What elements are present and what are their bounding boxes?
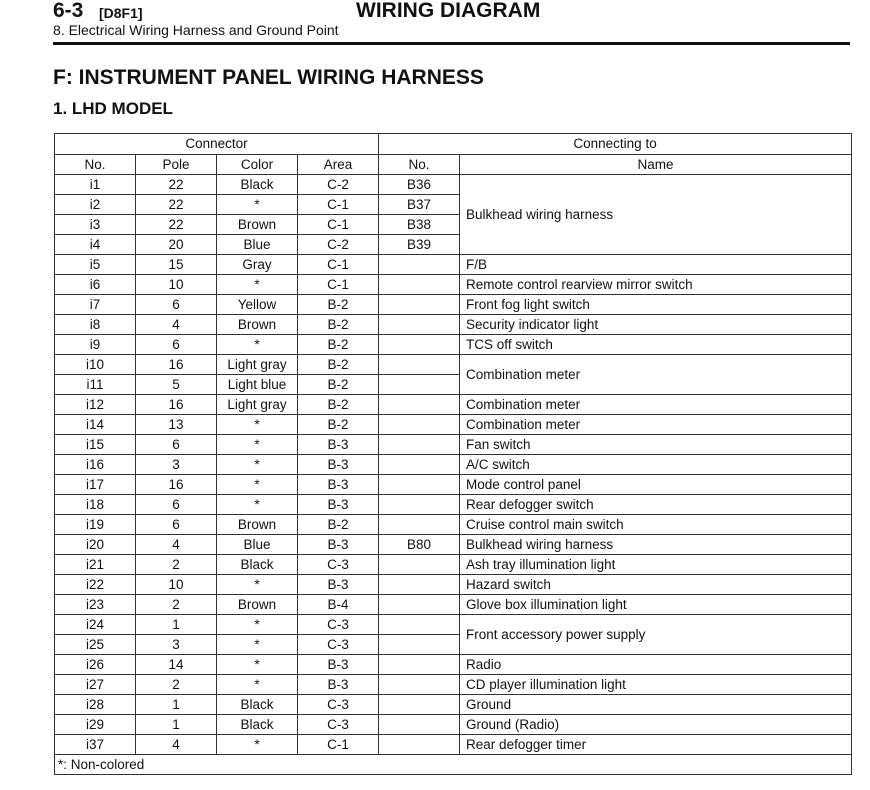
connect-no-cell bbox=[379, 555, 460, 575]
table-row bbox=[55, 275, 852, 295]
color-cell: * bbox=[217, 335, 298, 355]
col-header-no: No. bbox=[55, 155, 136, 175]
table-row bbox=[55, 395, 852, 415]
connect-no-cell bbox=[379, 615, 460, 635]
table-row bbox=[55, 455, 852, 475]
connect-no-cell: B36 bbox=[379, 175, 460, 195]
pole-cell: 6 bbox=[136, 495, 217, 515]
color-cell: Gray bbox=[217, 255, 298, 275]
color-cell: Black bbox=[217, 695, 298, 715]
pole-cell: 3 bbox=[136, 455, 217, 475]
connector-no-cell: i6 bbox=[55, 275, 136, 295]
connecting-name-cell: Fan switch bbox=[460, 435, 852, 455]
pole-cell: 2 bbox=[136, 595, 217, 615]
connector-no-cell: i25 bbox=[55, 635, 136, 655]
area-cell: B-3 bbox=[298, 655, 379, 675]
connector-no-cell: i26 bbox=[55, 655, 136, 675]
area-cell: C-1 bbox=[298, 255, 379, 275]
table-row bbox=[55, 475, 852, 495]
connecting-name-cell: CD player illumination light bbox=[460, 675, 852, 695]
connecting-name-cell: Combination meter bbox=[460, 415, 852, 435]
connector-no-cell: i37 bbox=[55, 735, 136, 755]
connector-no-cell: i3 bbox=[55, 215, 136, 235]
connect-no-cell bbox=[379, 595, 460, 615]
color-cell: Light gray bbox=[217, 395, 298, 415]
connecting-name-cell: Ground (Radio) bbox=[460, 715, 852, 735]
connector-no-cell: i1 bbox=[55, 175, 136, 195]
connector-no-cell: i4 bbox=[55, 235, 136, 255]
pole-cell: 4 bbox=[136, 535, 217, 555]
connect-no-cell bbox=[379, 635, 460, 655]
pole-cell: 14 bbox=[136, 655, 217, 675]
pole-cell: 6 bbox=[136, 295, 217, 315]
pole-cell: 16 bbox=[136, 395, 217, 415]
color-cell: * bbox=[217, 195, 298, 215]
connector-no-cell: i16 bbox=[55, 455, 136, 475]
table-row bbox=[55, 675, 852, 695]
section-code: [D8F1] bbox=[99, 5, 143, 21]
connect-no-cell bbox=[379, 515, 460, 535]
color-cell: Black bbox=[217, 175, 298, 195]
table-row bbox=[55, 355, 852, 375]
table-row bbox=[55, 695, 852, 715]
color-cell: * bbox=[217, 575, 298, 595]
connect-no-cell bbox=[379, 435, 460, 455]
pole-cell: 15 bbox=[136, 255, 217, 275]
connector-no-cell: i17 bbox=[55, 475, 136, 495]
area-cell: B-3 bbox=[298, 455, 379, 475]
area-cell: B-3 bbox=[298, 535, 379, 555]
table-row bbox=[55, 495, 852, 515]
connecting-to-group-header: Connecting to bbox=[379, 134, 852, 155]
table-row bbox=[55, 515, 852, 535]
col-header-pole: Pole bbox=[136, 155, 217, 175]
connecting-name-cell: Bulkhead wiring harness bbox=[460, 535, 852, 555]
connector-table bbox=[54, 133, 852, 775]
connector-no-cell: i9 bbox=[55, 335, 136, 355]
area-cell: C-3 bbox=[298, 615, 379, 635]
connector-no-cell: i7 bbox=[55, 295, 136, 315]
connector-no-cell: i22 bbox=[55, 575, 136, 595]
connector-no-cell: i24 bbox=[55, 615, 136, 635]
connect-no-cell: B37 bbox=[379, 195, 460, 215]
section-number: 6-3 bbox=[53, 0, 84, 22]
connect-no-cell bbox=[379, 255, 460, 275]
pole-cell: 5 bbox=[136, 375, 217, 395]
area-cell: B-4 bbox=[298, 595, 379, 615]
connect-no-cell: B39 bbox=[379, 235, 460, 255]
connector-no-cell: i27 bbox=[55, 675, 136, 695]
col-header-name: Name bbox=[460, 155, 852, 175]
pole-cell: 1 bbox=[136, 695, 217, 715]
table-row bbox=[55, 715, 852, 735]
color-cell: * bbox=[217, 455, 298, 475]
pole-cell: 1 bbox=[136, 715, 217, 735]
connector-no-cell: i21 bbox=[55, 555, 136, 575]
connecting-name-cell: Ash tray illumination light bbox=[460, 555, 852, 575]
color-cell: Light gray bbox=[217, 355, 298, 375]
connect-no-cell: B38 bbox=[379, 215, 460, 235]
table-row bbox=[55, 255, 852, 275]
page-title: WIRING DIAGRAM bbox=[356, 0, 541, 22]
pole-cell: 2 bbox=[136, 675, 217, 695]
pole-cell: 22 bbox=[136, 215, 217, 235]
connecting-name-cell: Glove box illumination light bbox=[460, 595, 852, 615]
pole-cell: 22 bbox=[136, 195, 217, 215]
table-row bbox=[55, 735, 852, 755]
table-row bbox=[55, 335, 852, 355]
area-cell: B-3 bbox=[298, 495, 379, 515]
color-cell: * bbox=[217, 735, 298, 755]
area-cell: C-1 bbox=[298, 275, 379, 295]
pole-cell: 22 bbox=[136, 175, 217, 195]
area-cell: B-2 bbox=[298, 335, 379, 355]
area-cell: C-1 bbox=[298, 195, 379, 215]
connect-no-cell bbox=[379, 355, 460, 375]
area-cell: C-3 bbox=[298, 635, 379, 655]
table-row bbox=[55, 655, 852, 675]
table-row bbox=[55, 535, 852, 555]
connect-no-cell bbox=[379, 575, 460, 595]
pole-cell: 20 bbox=[136, 235, 217, 255]
connect-no-cell bbox=[379, 395, 460, 415]
page-header bbox=[53, 0, 850, 46]
pole-cell: 6 bbox=[136, 335, 217, 355]
color-cell: * bbox=[217, 495, 298, 515]
table-row bbox=[55, 415, 852, 435]
pole-cell: 1 bbox=[136, 615, 217, 635]
color-cell: * bbox=[217, 415, 298, 435]
color-cell: Black bbox=[217, 715, 298, 735]
connect-no-cell bbox=[379, 335, 460, 355]
connecting-name-cell: Rear defogger timer bbox=[460, 735, 852, 755]
footnote: *: Non-colored bbox=[55, 755, 852, 775]
area-cell: C-1 bbox=[298, 215, 379, 235]
connector-no-cell: i18 bbox=[55, 495, 136, 515]
connecting-name-cell: Bulkhead wiring harness bbox=[460, 175, 852, 255]
connecting-name-cell: Radio bbox=[460, 655, 852, 675]
color-cell: Yellow bbox=[217, 295, 298, 315]
connecting-name-cell: F/B bbox=[460, 255, 852, 275]
connect-no-cell bbox=[379, 275, 460, 295]
color-cell: * bbox=[217, 635, 298, 655]
connector-no-cell: i8 bbox=[55, 315, 136, 335]
connecting-name-cell: Combination meter bbox=[460, 395, 852, 415]
table-row bbox=[55, 175, 852, 195]
color-cell: Blue bbox=[217, 235, 298, 255]
area-cell: B-2 bbox=[298, 415, 379, 435]
col-header-color: Color bbox=[217, 155, 298, 175]
connector-no-cell: i11 bbox=[55, 375, 136, 395]
area-cell: B-2 bbox=[298, 515, 379, 535]
table-row bbox=[55, 435, 852, 455]
connector-no-cell: i10 bbox=[55, 355, 136, 375]
connecting-name-cell: Front accessory power supply bbox=[460, 615, 852, 655]
area-cell: B-3 bbox=[298, 435, 379, 455]
connect-no-cell: B80 bbox=[379, 535, 460, 555]
col-header-area: Area bbox=[298, 155, 379, 175]
color-cell: Light blue bbox=[217, 375, 298, 395]
color-cell: Brown bbox=[217, 215, 298, 235]
table-row bbox=[55, 295, 852, 315]
table-body bbox=[55, 175, 852, 755]
connect-no-cell bbox=[379, 675, 460, 695]
color-cell: * bbox=[217, 615, 298, 635]
area-cell: C-2 bbox=[298, 235, 379, 255]
area-cell: B-2 bbox=[298, 295, 379, 315]
page-subtitle: 8. Electrical Wiring Harness and Ground Point bbox=[53, 22, 339, 38]
header-divider bbox=[53, 42, 850, 45]
connect-no-cell bbox=[379, 415, 460, 435]
color-cell: Brown bbox=[217, 315, 298, 335]
area-cell: B-3 bbox=[298, 475, 379, 495]
connecting-name-cell: TCS off switch bbox=[460, 335, 852, 355]
connect-no-cell bbox=[379, 715, 460, 735]
connecting-name-cell: Rear defogger switch bbox=[460, 495, 852, 515]
connector-no-cell: i28 bbox=[55, 695, 136, 715]
pole-cell: 4 bbox=[136, 315, 217, 335]
table-row bbox=[55, 315, 852, 335]
area-cell: C-3 bbox=[298, 695, 379, 715]
table-row bbox=[55, 555, 852, 575]
connector-no-cell: i5 bbox=[55, 255, 136, 275]
area-cell: B-2 bbox=[298, 315, 379, 335]
connector-no-cell: i14 bbox=[55, 415, 136, 435]
connecting-name-cell: Cruise control main switch bbox=[460, 515, 852, 535]
color-cell: Blue bbox=[217, 535, 298, 555]
pole-cell: 10 bbox=[136, 575, 217, 595]
col-header-connect-no: No. bbox=[379, 155, 460, 175]
connector-no-cell: i23 bbox=[55, 595, 136, 615]
area-cell: B-3 bbox=[298, 675, 379, 695]
connect-no-cell bbox=[379, 295, 460, 315]
connect-no-cell bbox=[379, 315, 460, 335]
pole-cell: 3 bbox=[136, 635, 217, 655]
color-cell: * bbox=[217, 475, 298, 495]
section-title: F: INSTRUMENT PANEL WIRING HARNESS bbox=[53, 66, 484, 89]
connect-no-cell bbox=[379, 475, 460, 495]
connecting-name-cell: Hazard switch bbox=[460, 575, 852, 595]
pole-cell: 2 bbox=[136, 555, 217, 575]
connect-no-cell bbox=[379, 695, 460, 715]
connector-no-cell: i29 bbox=[55, 715, 136, 735]
connecting-name-cell: Front fog light switch bbox=[460, 295, 852, 315]
area-cell: B-2 bbox=[298, 375, 379, 395]
area-cell: C-1 bbox=[298, 735, 379, 755]
area-cell: C-2 bbox=[298, 175, 379, 195]
color-cell: * bbox=[217, 435, 298, 455]
connector-no-cell: i19 bbox=[55, 515, 136, 535]
area-cell: B-2 bbox=[298, 395, 379, 415]
pole-cell: 4 bbox=[136, 735, 217, 755]
color-cell: Brown bbox=[217, 515, 298, 535]
pole-cell: 6 bbox=[136, 515, 217, 535]
connecting-name-cell: Combination meter bbox=[460, 355, 852, 395]
connector-no-cell: i20 bbox=[55, 535, 136, 555]
connector-no-cell: i15 bbox=[55, 435, 136, 455]
connecting-name-cell: Ground bbox=[460, 695, 852, 715]
color-cell: Brown bbox=[217, 595, 298, 615]
connect-no-cell bbox=[379, 455, 460, 475]
area-cell: C-3 bbox=[298, 555, 379, 575]
color-cell: * bbox=[217, 675, 298, 695]
connector-no-cell: i12 bbox=[55, 395, 136, 415]
area-cell: B-3 bbox=[298, 575, 379, 595]
connector-no-cell: i2 bbox=[55, 195, 136, 215]
connect-no-cell bbox=[379, 735, 460, 755]
area-cell: B-2 bbox=[298, 355, 379, 375]
connector-group-header: Connector bbox=[55, 134, 379, 155]
color-cell: * bbox=[217, 655, 298, 675]
area-cell: C-3 bbox=[298, 715, 379, 735]
table-row bbox=[55, 595, 852, 615]
pole-cell: 10 bbox=[136, 275, 217, 295]
connect-no-cell bbox=[379, 655, 460, 675]
connect-no-cell bbox=[379, 375, 460, 395]
color-cell: Black bbox=[217, 555, 298, 575]
connecting-name-cell: Security indicator light bbox=[460, 315, 852, 335]
section-subtitle: 1. LHD MODEL bbox=[53, 99, 173, 118]
pole-cell: 6 bbox=[136, 435, 217, 455]
connecting-name-cell: Remote control rearview mirror switch bbox=[460, 275, 852, 295]
connecting-name-cell: A/C switch bbox=[460, 455, 852, 475]
pole-cell: 16 bbox=[136, 355, 217, 375]
color-cell: * bbox=[217, 275, 298, 295]
table-row bbox=[55, 575, 852, 595]
connecting-name-cell: Mode control panel bbox=[460, 475, 852, 495]
pole-cell: 16 bbox=[136, 475, 217, 495]
connect-no-cell bbox=[379, 495, 460, 515]
table-row bbox=[55, 615, 852, 635]
pole-cell: 13 bbox=[136, 415, 217, 435]
